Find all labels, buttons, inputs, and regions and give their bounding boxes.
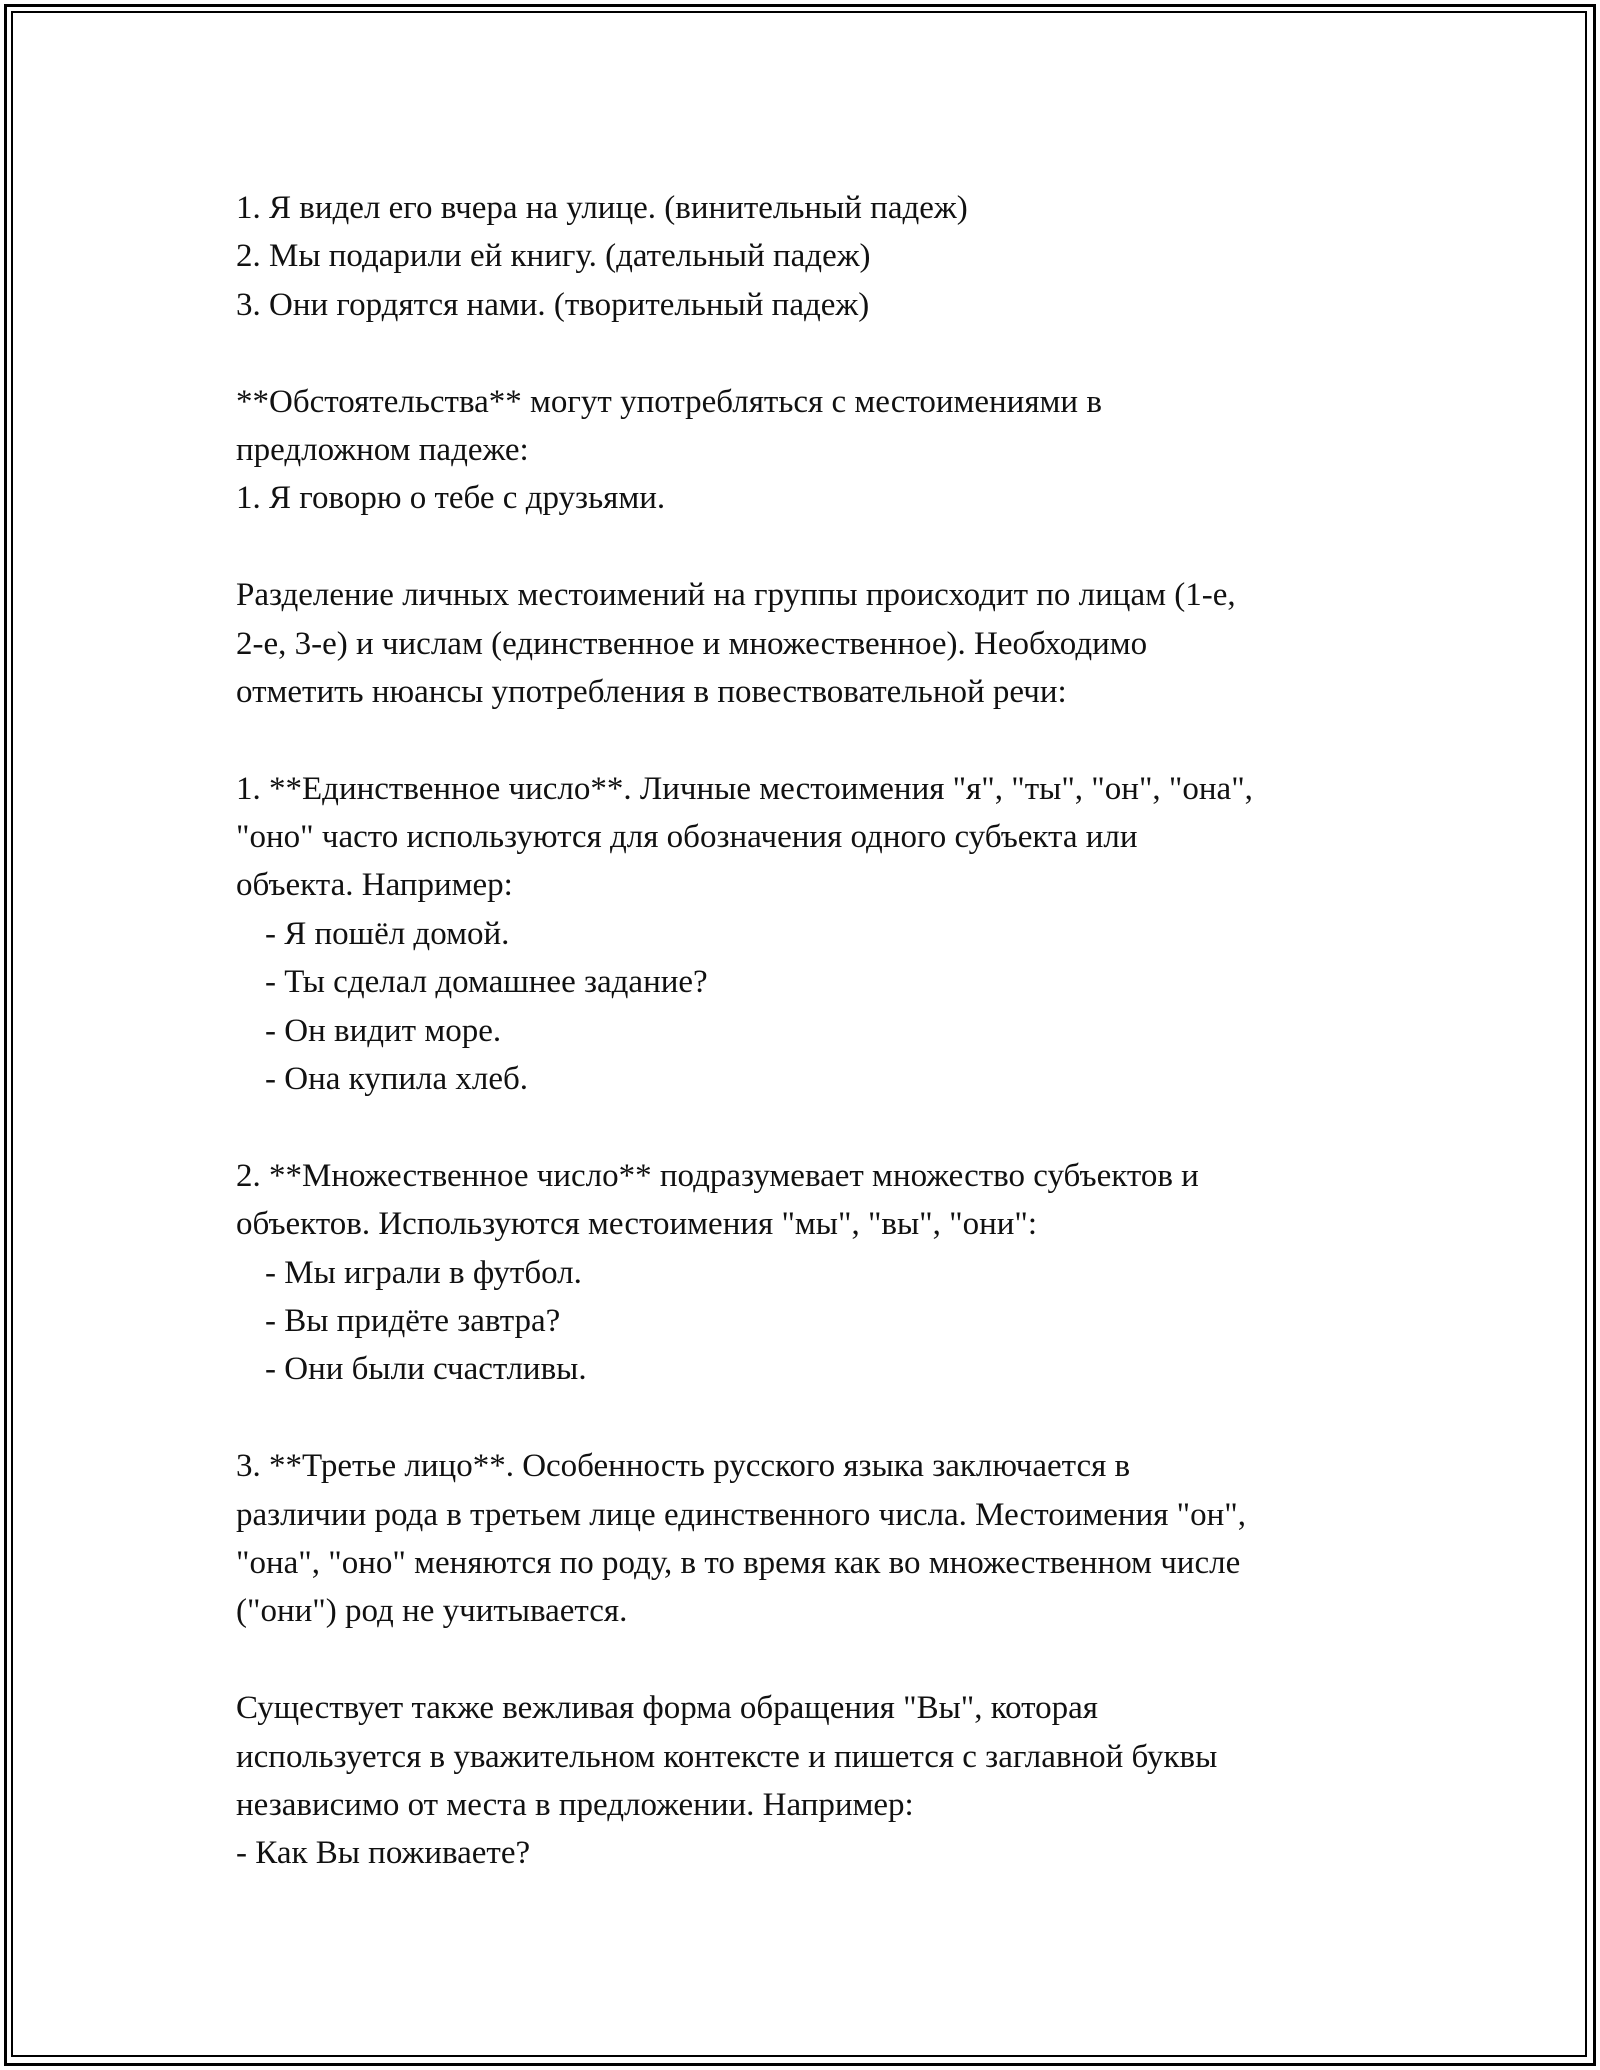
third-person-line-1: 3. **Третье лицо**. Особенность русского языка заключается в xyxy=(236,1448,1131,1485)
paragraph-spacer xyxy=(236,1636,1416,1684)
paragraph-spacer xyxy=(236,523,1416,571)
plural-example-1: - Мы играли в футбол. xyxy=(265,1254,582,1291)
polite-form-line-1: Существует также вежливая форма обращения "Вы", которая xyxy=(236,1690,1098,1727)
plural-line-2: объектов. Используются местоимения "мы", "вы", "они": xyxy=(236,1206,1038,1243)
case-example-3: 3. Они гордятся нами. (творительный падеж) xyxy=(236,286,870,323)
polite-form-example: - Как Вы поживаете? xyxy=(236,1835,531,1872)
paragraph-spacer xyxy=(236,329,1416,377)
polite-form-line-2: используется в уважительном контексте и пишется с заглавной буквы xyxy=(236,1738,1218,1775)
third-person-line-4: ("они") род не учитывается. xyxy=(236,1593,628,1630)
case-example-1: 1. Я видел его вчера на улице. (винительный падеж) xyxy=(236,190,968,226)
singular-example-2: - Ты сделал домашнее задание? xyxy=(265,964,708,1001)
paragraph-spacer xyxy=(236,1103,1416,1151)
third-person-line-3: "она", "оно" меняются по роду, в то время как во множественном числе xyxy=(236,1544,1241,1581)
singular-example-1: - Я пошёл домой. xyxy=(265,915,510,952)
document-body xyxy=(236,184,1416,1878)
division-line-3: отметить нюансы употребления в повествовательной речи: xyxy=(236,673,1067,710)
plural-example-2: - Вы придёте завтра? xyxy=(265,1302,561,1339)
circumstances-line-2: предложном падеже: xyxy=(236,431,529,468)
singular-line-1: 1. **Единственное число**. Личные местоимения "я", "ты", "он", "она", xyxy=(236,770,1253,807)
plural-example-3: - Они были счастливы. xyxy=(265,1351,587,1388)
singular-line-3: объекта. Например: xyxy=(236,867,513,904)
circumstances-line-1: **Обстоятельства** могут употребляться с местоимениями в xyxy=(236,383,1102,420)
singular-line-2: "оно" часто используются для обозначения одного субъекта или xyxy=(236,819,1138,856)
division-line-2: 2-е, 3-е) и числам (единственное и множественное). Необходимо xyxy=(236,625,1148,662)
plural-line-1: 2. **Множественное число** подразумевает множество субъектов и xyxy=(236,1157,1199,1194)
division-line-1: Разделение личных местоимений на группы происходит по лицам (1-е, xyxy=(236,577,1236,614)
circumstances-example: 1. Я говорю о тебе с друзьями. xyxy=(236,480,666,517)
paragraph-spacer xyxy=(236,1394,1416,1442)
paragraph-spacer xyxy=(236,716,1416,764)
polite-form-line-3: независимо от места в предложении. Например: xyxy=(236,1786,914,1823)
singular-example-3: - Он видит море. xyxy=(265,1012,502,1049)
singular-example-4: - Она купила хлеб. xyxy=(265,1061,529,1098)
third-person-line-2: различии рода в третьем лице единственного числа. Местоимения "он", xyxy=(236,1496,1246,1533)
case-example-2: 2. Мы подарили ей книгу. (дательный падеж) xyxy=(236,238,871,275)
